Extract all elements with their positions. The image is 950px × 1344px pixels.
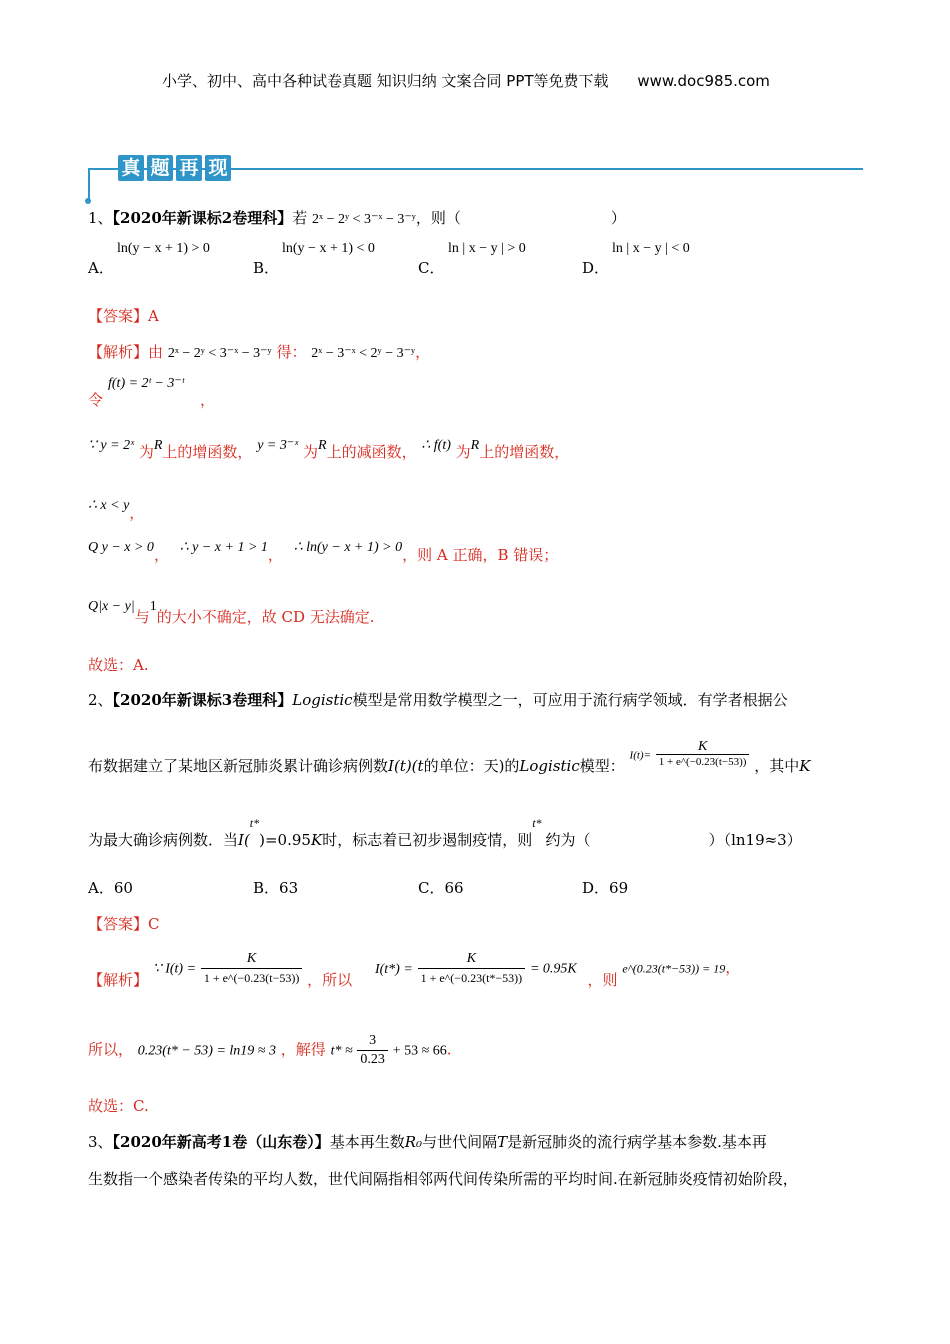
q1-analysis-line5	[88, 535, 559, 564]
q2-line2-end: ，其中	[754, 756, 800, 775]
q2-option-c-value: 66	[444, 879, 464, 897]
q2-line3-text2: 时，标志着已初步遏制疫情，则	[322, 831, 533, 849]
q3-s1-r0: R₀	[404, 1133, 423, 1151]
q1-a3-t4: 上的减函数，	[326, 443, 417, 461]
q1-a1-mid: 得：	[276, 343, 307, 361]
q2-line3-tstar: t*	[249, 816, 260, 830]
q1-answer	[88, 305, 159, 326]
q2-answer-tag: 【答案】	[88, 915, 149, 933]
q1-a5-expr3: ∴ ln(y − x + 1) > 0	[293, 540, 403, 555]
q1-answer-value: A	[148, 307, 159, 325]
q2-a1-num: K	[201, 950, 303, 969]
q2-a1-text2: ，则	[587, 970, 618, 989]
q1-conclusion: 故选：A.	[88, 656, 149, 674]
q1-a3-r3: R	[470, 438, 480, 453]
q1-a5-c1: ，	[153, 546, 169, 564]
q2-option-a-value: 60	[113, 879, 133, 897]
q2-analysis-line2	[88, 1032, 452, 1069]
q2-option-b-value: 63	[279, 879, 299, 897]
q2-a2-rhs: + 53 ≈ 66	[392, 1043, 447, 1059]
q3-s1-t: T	[497, 1133, 508, 1151]
q1-a5-text: ，则 A 正确，B 错误；	[402, 546, 559, 564]
q2-option-c	[418, 877, 464, 898]
page-header	[162, 70, 770, 91]
q2-a1-text: ，所以	[307, 970, 353, 989]
q2-a2-end: .	[446, 1040, 452, 1059]
q3-source: 【2020年新高考1卷（山东卷）】	[112, 1133, 330, 1151]
q2-analysis-line1	[88, 950, 740, 987]
q1-analysis-ft-end: ，	[200, 391, 216, 409]
q3-number: 3、	[88, 1133, 113, 1151]
q1-a1-end: ，	[415, 343, 431, 361]
title-char-4: 现	[205, 155, 231, 181]
q1-option-d-label: D．	[582, 259, 610, 277]
q2-a1-fraction2	[418, 950, 526, 987]
q1-a4-expr: ∴ x < y	[88, 498, 130, 513]
q2-line2	[88, 739, 811, 775]
q2-option-c-label: C．	[418, 879, 445, 897]
q2-a1-fraction	[201, 950, 303, 987]
q1-analysis-line1	[88, 341, 430, 362]
q2-line3	[88, 816, 802, 850]
q1-a3-r2: R	[318, 438, 327, 453]
q2-conclusion: 故选：C.	[88, 1097, 149, 1115]
q2-a1-num2: K	[418, 950, 526, 969]
section-title-bracket	[88, 168, 114, 202]
q1-stem-c: ）	[610, 209, 626, 227]
q2-a1-den: 1 + e^(−0.23(t−53))	[203, 971, 300, 985]
q1-option-b-label: B．	[253, 259, 280, 277]
q3-s1-c: 是新冠肺炎的流行病学基本参数.基本再	[507, 1133, 767, 1151]
q1-a3-r1: R	[153, 438, 163, 453]
q1-analysis-line6	[88, 594, 375, 626]
q1-option-a-expr: ln(y − x + 1) > 0	[117, 241, 210, 256]
q2-option-a-label: A．	[88, 879, 114, 897]
q1-a3-t2: 上的增函数，	[162, 443, 253, 461]
q1-a3-t3: 为	[302, 443, 318, 461]
q2-a1-lhs2: I(t*) =	[374, 961, 413, 977]
q2-a1-expr3: e^(0.23(t*−53)) = 19	[622, 961, 726, 976]
q1-condition: 2ˣ − 2ʸ < 3⁻ˣ − 3⁻ʸ	[312, 212, 416, 227]
q1-option-d-expr: ln | x − y | < 0	[612, 241, 690, 256]
q1-a3-expr2: y = 3⁻ˣ	[257, 438, 299, 453]
q2-model-den: 1 + e^(−0.23(t−53))	[658, 756, 747, 768]
q2-line3-k: K	[310, 831, 323, 849]
q2-line3-text: 为最大确诊病例数．当	[88, 831, 239, 849]
q2-line2-text: 布数据建立了某地区新冠肺炎累计确诊病例数	[88, 756, 389, 775]
q1-a6-t2: 的大小不确定，故 CD 无法确定.	[156, 608, 375, 626]
q2-line2-text2: 模型：	[579, 756, 625, 775]
q2-number: 2、	[88, 691, 113, 709]
q2-a1-rhs2: = 0.95K	[529, 961, 577, 977]
header-site: www.doc985.com	[637, 72, 770, 90]
q3-line2: 生数指一个感染者传染的平均人数，世代间隔指相邻两代间传染所需的平均时间.在新冠肺炎疫情初始阶段，	[88, 1170, 798, 1188]
q2-model-fraction	[656, 740, 750, 769]
q1-a6-expr: Q|x − y|	[88, 599, 135, 614]
q2-source: 【2020年新课标3卷理科】	[112, 691, 293, 709]
q2-a2-text: ，解得	[280, 1040, 326, 1059]
q1-a4-end: ，	[129, 504, 145, 522]
q1-analysis-line4	[88, 493, 145, 522]
q1-number: 1、	[88, 209, 113, 227]
q1-analysis-line3	[88, 438, 570, 462]
q2-a2-lhs: t* ≈	[330, 1043, 353, 1059]
q2-option-b	[253, 877, 298, 898]
q3-line1	[88, 1131, 767, 1152]
q2-line3-tstar2: t*	[532, 816, 542, 830]
q1-source: 【2020年新课标2卷理科】	[112, 209, 293, 227]
q2-option-b-label: B．	[253, 879, 280, 897]
q1-a1-expr1: 2ˣ − 2ʸ < 3⁻ˣ − 3⁻ʸ	[167, 346, 272, 361]
q2-answer-value: C	[148, 915, 160, 933]
q2-a1-lhs: ∵ I(t) =	[152, 961, 197, 977]
q1-option-c-expr: ln | x − y | > 0	[448, 241, 526, 256]
q1-a3-t5: 为	[455, 443, 471, 461]
q1-stem-b: ，则（	[415, 209, 461, 227]
q2-option-d-value: 69	[609, 879, 629, 897]
q2-a2-num: 3	[357, 1032, 388, 1051]
q2-a2-expr: 0.23(t* − 53) = ln19 ≈ 3	[137, 1043, 276, 1059]
q1-a5-expr1: Q y − x > 0	[88, 540, 154, 555]
q1-stem	[88, 207, 626, 228]
q2-line3-val: )=0.95	[259, 831, 311, 849]
q1-a3-expr3: ∴ f(t)	[421, 438, 451, 453]
section-title	[118, 155, 234, 181]
q3-s1-b: 与世代间隔	[422, 1133, 498, 1151]
q1-a3-t1: 为	[138, 443, 154, 461]
title-char-2: 题	[147, 155, 173, 181]
q2-line2-model: Logistic	[519, 756, 580, 775]
q1-a5-c2: ，	[267, 546, 283, 564]
q2-line2-unit: 的单位：天)的	[423, 756, 520, 775]
q2-model-lhs: I(t)=	[629, 749, 652, 762]
q1-a1-pre: 由	[148, 343, 164, 361]
q2-line3-i: I(	[238, 831, 250, 849]
q2-option-d	[582, 877, 628, 898]
q2-a2-pre: 所以，	[88, 1040, 134, 1059]
q1-option-a-label: A．	[88, 259, 114, 277]
q2-a2-den: 0.23	[360, 1052, 385, 1067]
q1-a3-t6: 上的增函数，	[479, 443, 570, 461]
q1-analysis-let: 令	[88, 391, 104, 409]
q1-a6-t1: 与	[134, 608, 150, 626]
title-char-3: 再	[176, 155, 202, 181]
q1-answer-tag: 【答案】	[88, 307, 149, 325]
q2-a1-den2: 1 + e^(−0.23(t*−53))	[420, 971, 523, 985]
q2-a2-fraction	[357, 1032, 388, 1069]
q2-line3-text3: 约为（	[545, 831, 591, 849]
q1-stem-a: 若	[292, 209, 308, 227]
header-text: 小学、初中、高中各种试卷真题 知识归纳 文案合同 PPT等免费下载	[162, 72, 609, 90]
q2-line1-text: 模型是常用数学模型之一，可应用于流行病学领域．有学者根据公	[352, 691, 788, 709]
q1-a5-expr2: ∴ y − x + 1 > 1	[179, 540, 268, 555]
q2-option-a	[88, 877, 133, 898]
q1-analysis-ft: f(t) = 2ᵗ − 3⁻ᵗ	[108, 376, 185, 391]
q2-analysis-tag: 【解析】	[88, 970, 149, 989]
q2-line2-k: K	[799, 756, 811, 775]
q2-answer	[88, 913, 160, 934]
q2-line1	[88, 689, 788, 710]
q2-line2-it: I(t)(t	[388, 756, 424, 775]
q1-option-b-expr: ln(y − x + 1) < 0	[282, 241, 375, 256]
q2-model-num: K	[656, 740, 750, 755]
q1-a3-expr1: ∵ y = 2ˣ	[88, 438, 135, 453]
q1-a6-one: 1	[149, 599, 157, 614]
q2-a1-end: ，	[725, 958, 741, 977]
q1-analysis-tag: 【解析】	[88, 343, 149, 361]
q1-a1-expr2: 2ˣ − 3⁻ˣ < 2ʸ − 3⁻ʸ	[311, 346, 416, 361]
section-title-dot	[85, 198, 91, 204]
q2-model-name: Logistic	[292, 691, 353, 709]
title-char-1: 真	[118, 155, 144, 181]
q1-option-c-label: C．	[418, 259, 445, 277]
q3-s1-a: 基本再生数	[329, 1133, 405, 1151]
q2-option-d-label: D．	[582, 879, 610, 897]
q2-line3-close: ）（ln19≈3）	[708, 831, 802, 849]
